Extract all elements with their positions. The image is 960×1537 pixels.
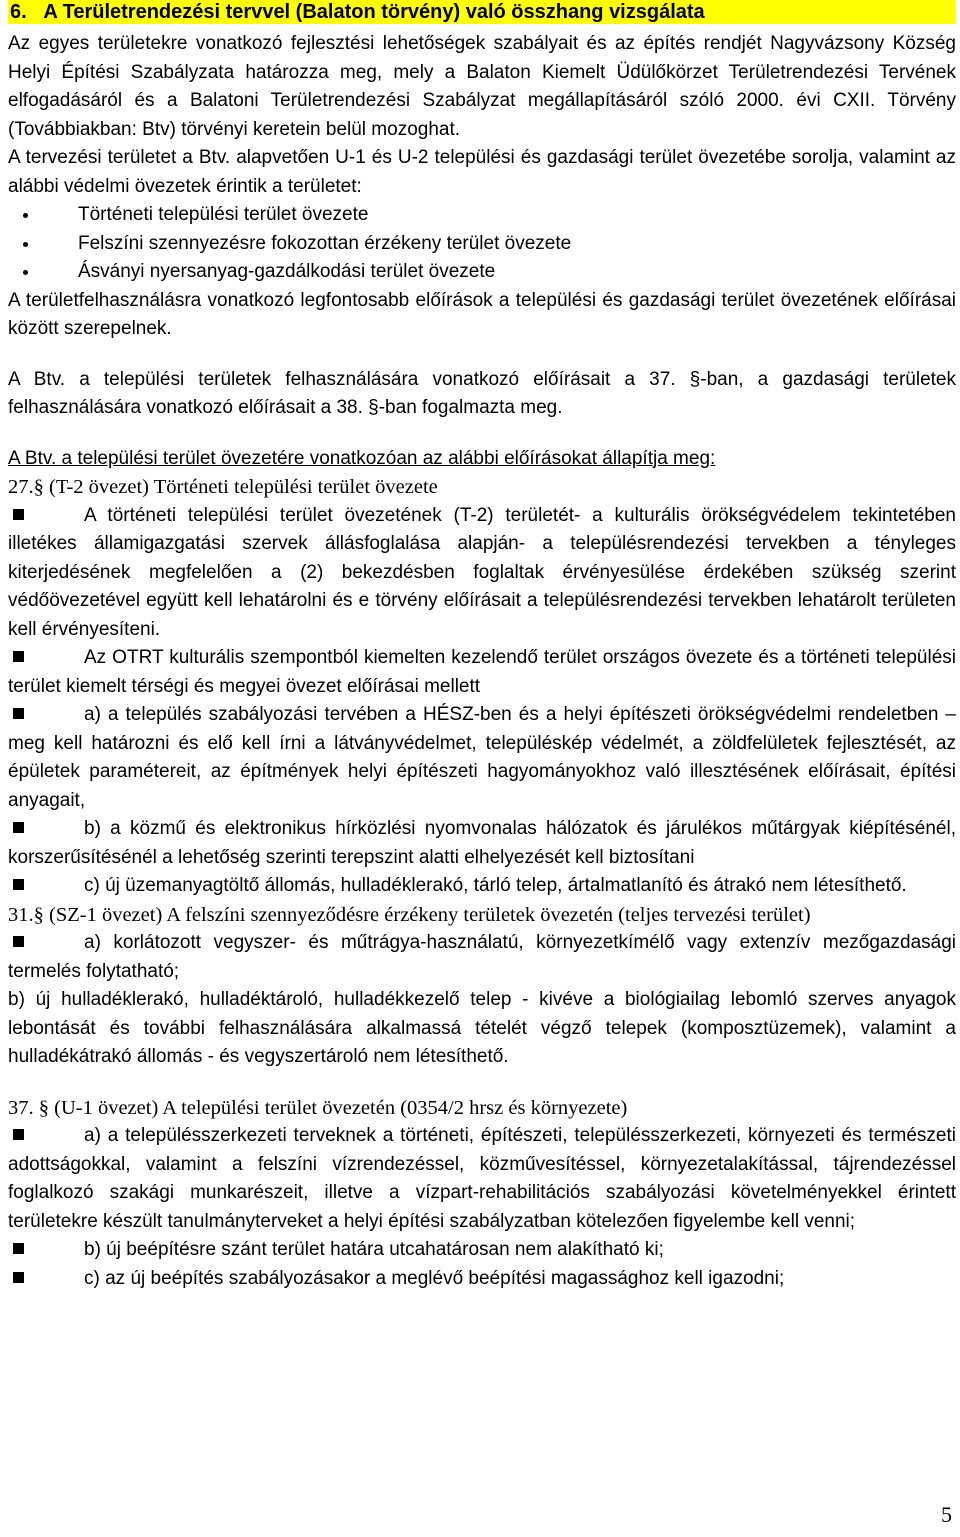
sec27-item: a) a település szabályozási tervében a HÉSZ-ben és a helyi építészeti örökségvédelmi rendeletben – meg kell határozni és elő kell írni a látványvédelmet, településkép védelmét, a zöldfelületek fejlesztését, az épületek paramétereit, az építmények helyi építészeti hagyományokhoz való illesztésének előírásait, építési anyagait, <box>8 704 956 811</box>
sec31-heading: 31.§ (SZ-1 övezet) A felszíni szennyeződésre érzékeny területek övezetén (teljes tervezési terület) <box>8 903 811 926</box>
sec37-item: a) a településszerkezeti terveknek a történeti, építészeti, településszerkezeti, környezeti és természeti adottságokkal, valamint a felszíni vízrendezéssel, közművesítéssel, környezetalakítással, tájrendezéssel foglalkozó szakági munkarészeit, illetve a vízpart-rehabilitációs szabályozási követelményekkel érintett területekre készült tanulmányterveket a helyi építési szabályzatban kötelezően figyelembe kell venni; <box>8 1125 956 1232</box>
zone-item: Felszíni szennyezésre fokozottan érzékeny terület övezete <box>8 230 956 259</box>
btv-underlined-paragraph: A Btv. a települési terület övezetére vonatkozóan az alábbi előírásokat állapítja meg: <box>8 447 716 469</box>
btv-paragraph: A Btv. a települési területek felhasználására vonatkozó előírásait a 37. §-ban, a gazdasági területek felhasználására vonatkozó előírásait a 38. §-ban fogalmazta meg. <box>8 368 956 418</box>
square-bullet-icon <box>13 708 24 719</box>
zone-item: Történeti települési terület övezete <box>8 201 956 230</box>
document-page <box>8 0 956 1293</box>
sec27-heading: 27.§ (T-2 övezet) Történeti települési terület övezete <box>8 476 438 498</box>
square-bullet-icon <box>13 879 24 890</box>
square-bullet-icon <box>13 1243 24 1254</box>
bullet-icon <box>23 242 28 247</box>
sec31-item-b: b) új hulladéklerakó, hulladéktároló, hulladékkezelő telep - kivéve a biológiailag lebomló szerves anyagok lebontását és további felhasználására alkalmassá tételét végző telepek (komposztüzemek), valamint a hulladékátrakó állomás - és vegyszertároló nem létesíthető. <box>8 989 956 1067</box>
bullet-icon <box>23 213 28 218</box>
sec37-item: c) az új beépítés szabályozásakor a meglévő beépítési magassághoz kell igazodni; <box>8 1265 956 1294</box>
square-bullet-icon <box>13 509 24 520</box>
sec27-item: A történeti települési terület övezetének (T-2) területét- a kulturális örökségvédelem tekintetében illetékes államigazgatási szervek állásfoglalása alapján- a településrendezési tervekben a tényleges kiterjedésének megfelelően a (2) bekezdésben foglaltak érvényesülése érdekében szükség szerint védőövezetével együtt kell lehatárolni és e törvény előírásait a településrendezési tervekben lehatárolt területen kell érvényesíteni. <box>8 504 956 640</box>
zones-outro-paragraph: A területfelhasználásra vonatkozó legfontosabb előírások a települési és gazdasági terület övezetének előírásai között szerepelnek. <box>8 289 956 339</box>
sec27-item: c) új üzemanyagtöltő állomás, hulladéklerakó, tárló telep, ártalmatlanító és átrakó nem létesíthető. <box>8 872 956 901</box>
square-bullet-icon <box>13 1129 24 1140</box>
zones-intro-paragraph: A tervezési területet a Btv. alapvetően U-1 és U-2 települési és gazdasági terület övezetébe sorolja, valamint az alábbi védelmi övezetek érintik a területet: <box>8 147 956 197</box>
page-number: 5 <box>941 1502 952 1527</box>
square-bullet-icon <box>13 1272 24 1283</box>
sec27-item: Az OTRT kulturális szempontból kiemelten kezelendő terület országos övezete és a történeti települési terület kiemelt térségi és megyei övezet előírásai mellett <box>8 647 956 697</box>
square-bullet-icon <box>13 651 24 662</box>
section-heading: 6. A Területrendezési tervvel (Balaton törvény) való összhang vizsgálata <box>8 0 956 24</box>
square-bullet-icon <box>13 936 24 947</box>
zones-list <box>8 201 956 287</box>
intro-paragraph: Az egyes területekre vonatkozó fejlesztési lehetőségek szabályait és az építés rendjét Nagyvázsony Község Helyi Építési Szabályzata határozza meg, mely a Balaton Kiemelt Üdülőkörzet Területrendezési Tervének elfogadásáról és a Balatoni Területrendezési Szabályzat megállapításáról szóló 2000. évi CXII. Törvény (Továbbiakban: Btv) törvényi keretein belül mozoghat. <box>8 33 956 140</box>
sec37-item: b) új beépítésre szánt terület határa utcahatárosan nem alakítható ki; <box>8 1236 956 1265</box>
square-bullet-icon <box>13 822 24 833</box>
sec31-item: a) korlátozott vegyszer- és műtrágya-használatú, környezetkímélő vagy extenzív mezőgazdasági termelés folytatható; <box>8 932 956 982</box>
sec27-item: b) a közmű és elektronikus hírközlési nyomvonalas hálózatok és járulékos műtárgyak kiépítésénél, korszerűsítésénél a lehetőség szerinti terepszint alatti elhelyezését kell biztosítani <box>8 818 956 868</box>
sec37-heading: 37. § (U-1 övezet) A települési terület övezetén (0354/2 hrsz és környezete) <box>8 1096 628 1119</box>
bullet-icon <box>23 270 28 275</box>
zone-item: Ásványi nyersanyag-gazdálkodási terület övezete <box>8 258 956 287</box>
